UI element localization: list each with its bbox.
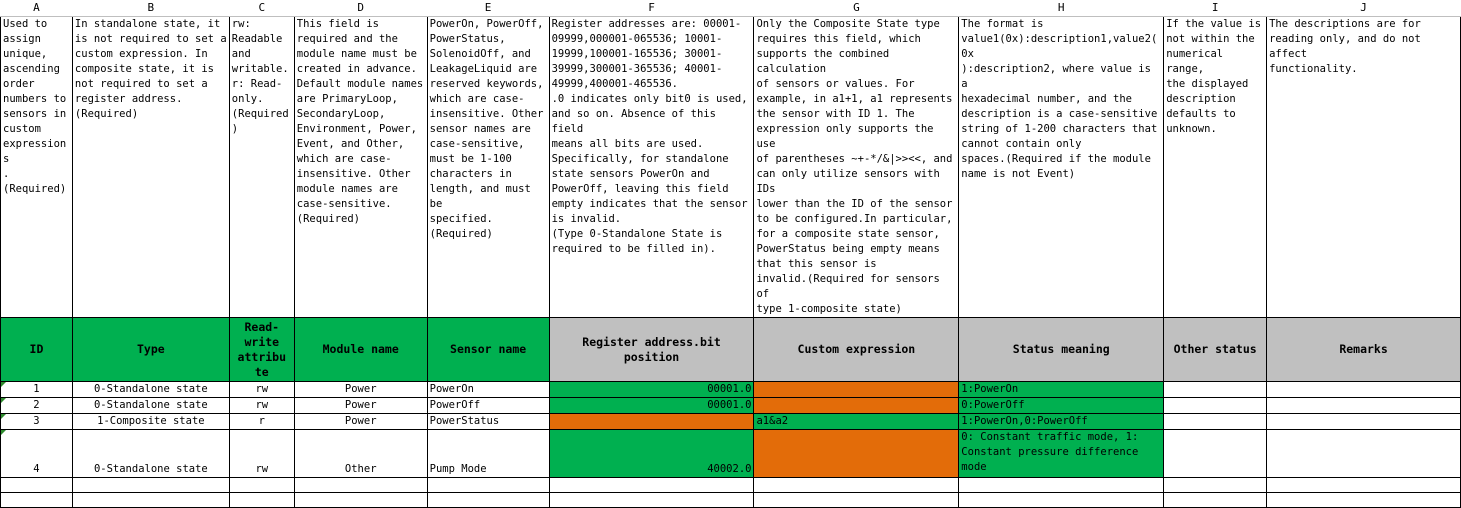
cell-type[interactable]: 0-Standalone state: [72, 430, 229, 478]
empty-cell[interactable]: [229, 478, 294, 493]
header-id[interactable]: ID: [1, 318, 73, 382]
empty-cell[interactable]: [1, 493, 73, 508]
cell-expression[interactable]: a1&a2: [754, 414, 959, 430]
comment-indicator-icon: [1, 398, 6, 403]
column-header-h[interactable]: H: [959, 0, 1164, 17]
header-module-name[interactable]: Module name: [294, 318, 427, 382]
empty-cell[interactable]: [72, 493, 229, 508]
column-header-c[interactable]: C: [229, 0, 294, 17]
table-row: [1, 398, 1461, 414]
column-header-j[interactable]: J: [1267, 0, 1461, 17]
desc-cell-b[interactable]: In standalone state, it is not required to set a custom expression. In composite state, it is not required to set a register address. (Required): [72, 17, 229, 318]
cell-sensor[interactable]: PowerOff: [427, 398, 549, 414]
cell-rw[interactable]: r: [229, 414, 294, 430]
column-header-e[interactable]: E: [427, 0, 549, 17]
cell-module[interactable]: Power: [294, 382, 427, 398]
column-header-i[interactable]: I: [1164, 0, 1267, 17]
cell-id-text: 4: [33, 463, 40, 475]
cell-register[interactable]: 40002.0: [549, 430, 754, 478]
empty-row: [1, 478, 1461, 493]
cell-expression[interactable]: [754, 430, 959, 478]
empty-cell[interactable]: [754, 478, 959, 493]
cell-rw[interactable]: rw: [229, 382, 294, 398]
column-header-g[interactable]: G: [754, 0, 959, 17]
header-type[interactable]: Type: [72, 318, 229, 382]
cell-type[interactable]: 0-Standalone state: [72, 382, 229, 398]
cell-module[interactable]: Power: [294, 398, 427, 414]
column-header-a[interactable]: A: [1, 0, 73, 17]
empty-cell[interactable]: [294, 493, 427, 508]
empty-cell[interactable]: [427, 493, 549, 508]
empty-cell[interactable]: [549, 478, 754, 493]
empty-cell[interactable]: [1164, 478, 1267, 493]
cell-remarks[interactable]: [1267, 414, 1461, 430]
cell-register[interactable]: [549, 414, 754, 430]
cell-id-text: 3: [33, 415, 40, 427]
cell-module[interactable]: Power: [294, 414, 427, 430]
cell-expression[interactable]: [754, 398, 959, 414]
cell-type[interactable]: 1-Composite state: [72, 414, 229, 430]
empty-cell[interactable]: [229, 493, 294, 508]
cell-register[interactable]: 00001.0: [549, 398, 754, 414]
cell-other-status[interactable]: [1164, 398, 1267, 414]
cell-expression[interactable]: [754, 382, 959, 398]
empty-cell[interactable]: [1, 478, 73, 493]
cell-rw[interactable]: rw: [229, 430, 294, 478]
empty-cell[interactable]: [549, 493, 754, 508]
empty-cell[interactable]: [294, 478, 427, 493]
cell-id[interactable]: [1, 430, 73, 478]
table-row: [1, 430, 1461, 478]
cell-sensor[interactable]: Pump Mode: [427, 430, 549, 478]
header-status-meaning[interactable]: Status meaning: [959, 318, 1164, 382]
desc-cell-g[interactable]: Only the Composite State type requires this field, which supports the combined calculation of sensors or values. For example, in a1+1, a1 represents the sensor with ID 1. The expression only supports the use of parentheses ~+-*/&|>><<, and can only utilize sensors with IDs lower than the ID of the sensor to be configured.In particular, for a composite state sensor, PowerStatus being empty means that this sensor is invalid.(Required for sensors of type 1-composite state): [754, 17, 959, 318]
cell-type[interactable]: 0-Standalone state: [72, 398, 229, 414]
empty-cell[interactable]: [1267, 478, 1461, 493]
header-register-address[interactable]: Register address.bit position: [549, 318, 754, 382]
cell-id[interactable]: [1, 414, 73, 430]
desc-cell-f[interactable]: Register addresses are: 00001- 09999,000001-065536; 10001- 19999,100001-165536; 30001- 39999,300001-365536; 40001- 49999,400001-465536. .0 indicates only bit0 is used, and so on. Absence of this field means all bits are used. Specifically, for standalone state sensors PowerOn and PowerOff, leaving this field empty indicates that the sensor is invalid. (Type 0-Standalone State is required to be filled in).: [549, 17, 754, 318]
column-header-b[interactable]: B: [72, 0, 229, 17]
column-header-f[interactable]: F: [549, 0, 754, 17]
desc-cell-i[interactable]: If the value is not within the numerical range, the displayed description defaults to unknown.: [1164, 17, 1267, 318]
empty-cell[interactable]: [754, 493, 959, 508]
column-header-d[interactable]: D: [294, 0, 427, 17]
cell-remarks[interactable]: [1267, 382, 1461, 398]
header-sensor-name[interactable]: Sensor name: [427, 318, 549, 382]
desc-cell-a[interactable]: Used to assign unique, ascending order numbers to sensors in custom expressions . (Required): [1, 17, 73, 318]
cell-module[interactable]: Other: [294, 430, 427, 478]
comment-indicator-icon: [1, 382, 6, 387]
cell-id-text: 2: [33, 399, 40, 411]
cell-other-status[interactable]: [1164, 430, 1267, 478]
cell-other-status[interactable]: [1164, 414, 1267, 430]
table-row: [1, 414, 1461, 430]
table-row: [1, 382, 1461, 398]
comment-indicator-icon: [1, 430, 6, 435]
cell-id-text: 1: [33, 383, 40, 395]
empty-cell[interactable]: [1164, 493, 1267, 508]
description-row: [1, 17, 1461, 318]
field-header-row: [1, 318, 1461, 382]
empty-row: [1, 493, 1461, 508]
empty-cell[interactable]: [427, 478, 549, 493]
cell-status[interactable]: 1:PowerOn,0:PowerOff: [959, 414, 1164, 430]
empty-cell[interactable]: [1267, 493, 1461, 508]
cell-sensor[interactable]: PowerOn: [427, 382, 549, 398]
desc-cell-d[interactable]: This field is required and the module name must be created in advance. Default module names are PrimaryLoop, SecondaryLoop, Environment, Power, Event, and Other, which are case- insensitive. Other module names are case-sensitive. (Required): [294, 17, 427, 318]
cell-id[interactable]: [1, 398, 73, 414]
cell-status[interactable]: 0:PowerOff: [959, 398, 1164, 414]
cell-rw[interactable]: rw: [229, 398, 294, 414]
cell-remarks[interactable]: [1267, 430, 1461, 478]
cell-status[interactable]: 0: Constant traffic mode, 1: Constant pressure difference mode: [959, 430, 1164, 478]
comment-indicator-icon: [1, 414, 6, 419]
empty-cell[interactable]: [959, 493, 1164, 508]
cell-register[interactable]: 00001.0: [549, 382, 754, 398]
header-read-write[interactable]: Read- write attribu te: [229, 318, 294, 382]
header-other-status[interactable]: Other status: [1164, 318, 1267, 382]
cell-other-status[interactable]: [1164, 382, 1267, 398]
cell-remarks[interactable]: [1267, 398, 1461, 414]
header-custom-expression[interactable]: Custom expression: [754, 318, 959, 382]
header-remarks[interactable]: Remarks: [1267, 318, 1461, 382]
desc-cell-h[interactable]: The format is value1(0x):description1,value2(0x ):description2, where value is a hexadecimal number, and the description is a case-sensitive string of 1-200 characters that cannot contain only spaces.(Required if the module name is not Event): [959, 17, 1164, 318]
empty-cell[interactable]: [72, 478, 229, 493]
desc-cell-e[interactable]: PowerOn, PowerOff, PowerStatus, SolenoidOff, and LeakageLiquid are reserved keywords, which are case- insensitive. Other sensor names are case-sensitive, must be 1-100 characters in length, and must be specified. (Required): [427, 17, 549, 318]
column-header-row: [1, 0, 1461, 17]
desc-cell-j[interactable]: The descriptions are for reading only, and do not affect functionality.: [1267, 17, 1461, 318]
cell-sensor[interactable]: PowerStatus: [427, 414, 549, 430]
cell-status[interactable]: 1:PowerOn: [959, 382, 1164, 398]
desc-cell-c[interactable]: rw: Readable and writable. r: Read- only. (Required): [229, 17, 294, 318]
empty-cell[interactable]: [959, 478, 1164, 493]
cell-id[interactable]: [1, 382, 73, 398]
